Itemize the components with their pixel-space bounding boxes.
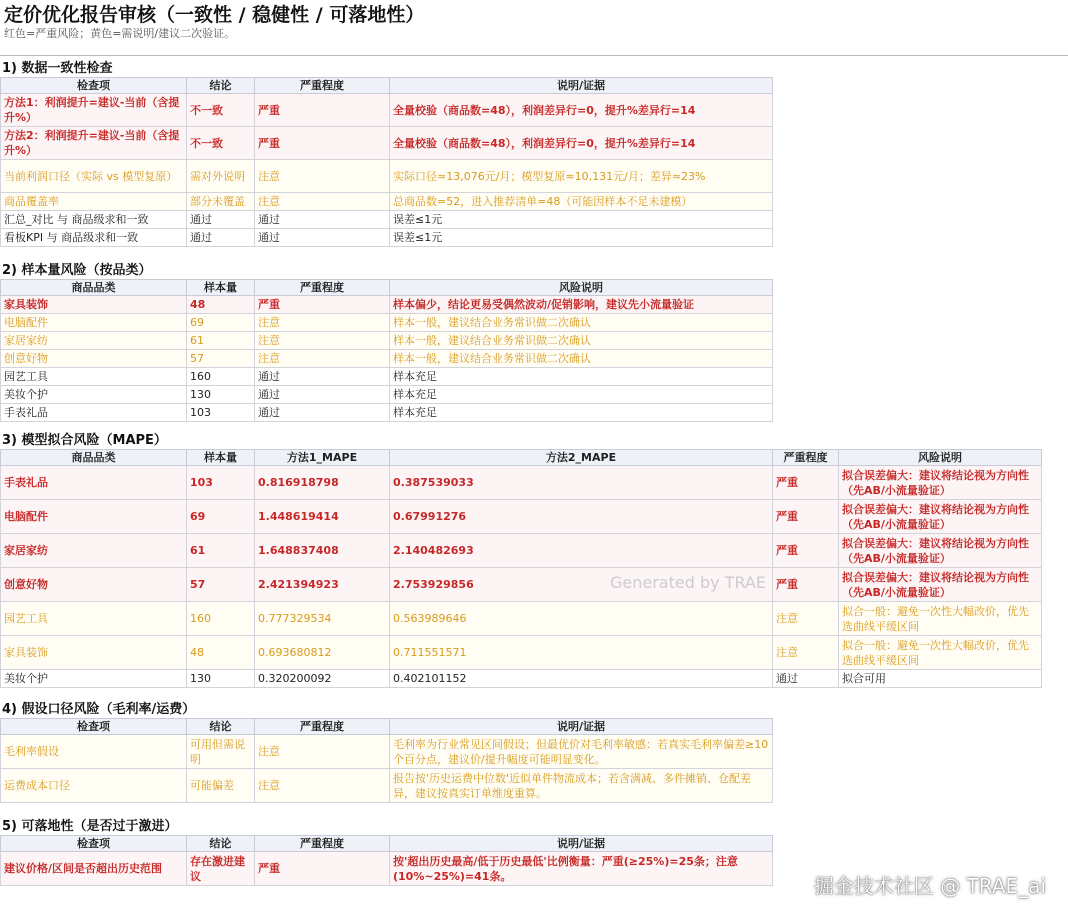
table-cell: 严重 (255, 296, 390, 314)
table-cell: 样本充足 (390, 404, 773, 422)
column-header: 检查项 (1, 78, 187, 94)
table-cell: 0.777329534 (255, 602, 390, 636)
table-cell: 样本充足 (390, 386, 773, 404)
table-cell: 拟合误差偏大：建议将结论视为方向性（先AB/小流量验证） (839, 466, 1042, 500)
section-heading: 1) 数据一致性检查 (2, 61, 113, 76)
table-row (1, 404, 773, 422)
section-feasibility (0, 818, 773, 886)
table-cell: 2.753929856 (390, 568, 773, 602)
table-cell: 部分未覆盖 (187, 193, 255, 211)
table-cell: 注意 (255, 193, 390, 211)
table-cell: 不一致 (187, 127, 255, 160)
table-cell: 48 (187, 296, 255, 314)
table-cell: 全量校验（商品数=48），利润差异行=0，提升%差异行=14 (390, 94, 773, 127)
column-header: 严重程度 (255, 836, 390, 852)
table-cell: 可能偏差 (187, 769, 255, 803)
column-header: 商品品类 (1, 280, 187, 296)
table-row (1, 852, 773, 886)
table-cell: 样本偏少，结论更易受偶然波动/促销影响，建议先小流量验证 (390, 296, 773, 314)
table-cell: 手表礼品 (1, 466, 187, 500)
table-cell: 严重 (773, 568, 839, 602)
table-cell: 拟合误差偏大：建议将结论视为方向性（先AB/小流量验证） (839, 534, 1042, 568)
table-cell: 全量校验（商品数=48），利润差异行=0，提升%差异行=14 (390, 127, 773, 160)
table-cell: 拟合一般：避免一次性大幅改价，优先选曲线平缓区间 (839, 636, 1042, 670)
feasibility-table (0, 835, 773, 886)
column-header: 严重程度 (255, 280, 390, 296)
table-row (1, 386, 773, 404)
table-cell: 运费成本口径 (1, 769, 187, 803)
table-cell: 2.421394923 (255, 568, 390, 602)
table-cell: 毛利率为行业常见区间假设；但最优价对毛利率敏感：若真实毛利率偏差≥10个百分点，建议价/提升幅度可能明显变化。 (390, 735, 773, 769)
table-cell: 注意 (255, 332, 390, 350)
table-cell: 建议价格/区间是否超出历史范围 (1, 852, 187, 886)
table-cell: 130 (187, 670, 255, 688)
table-cell: 通过 (187, 229, 255, 247)
color-legend: 红色=严重风险；黄色=需说明/建议二次验证。 (4, 27, 236, 40)
consistency-table (0, 77, 773, 247)
column-header: 风险说明 (390, 280, 773, 296)
table-cell: 2.140482693 (390, 534, 773, 568)
table-cell: 样本一般，建议结合业务常识做二次确认 (390, 332, 773, 350)
table-cell: 手表礼品 (1, 404, 187, 422)
table-row (1, 160, 773, 193)
sample-size-table (0, 279, 773, 422)
column-header: 结论 (187, 836, 255, 852)
table-cell: 家具装饰 (1, 636, 187, 670)
table-cell: 通过 (255, 211, 390, 229)
table-cell: 严重 (773, 500, 839, 534)
table-cell: 毛利率假设 (1, 735, 187, 769)
table-cell: 通过 (255, 404, 390, 422)
table-cell: 方法2：利润提升=建议-当前（含提升%） (1, 127, 187, 160)
table-cell: 拟合一般：避免一次性大幅改价，优先选曲线平缓区间 (839, 602, 1042, 636)
table-cell: 69 (187, 314, 255, 332)
table-cell: 误差≤1元 (390, 229, 773, 247)
table-cell: 注意 (255, 769, 390, 803)
table-cell: 美妆个护 (1, 670, 187, 688)
table-row (1, 636, 1042, 670)
table-cell: 电脑配件 (1, 500, 187, 534)
table-cell: 电脑配件 (1, 314, 187, 332)
table-cell: 48 (187, 636, 255, 670)
table-cell: 160 (187, 602, 255, 636)
table-row (1, 466, 1042, 500)
table-cell: 通过 (773, 670, 839, 688)
table-row (1, 735, 773, 769)
table-row (1, 211, 773, 229)
table-cell: 严重 (255, 127, 390, 160)
table-cell: 拟合误差偏大：建议将结论视为方向性（先AB/小流量验证） (839, 500, 1042, 534)
column-header: 严重程度 (255, 719, 390, 735)
table-cell: 69 (187, 500, 255, 534)
page-title: 定价优化报告审核（一致性 / 稳健性 / 可落地性） (4, 4, 425, 26)
section-model-fit-risk (0, 432, 1042, 688)
table-cell: 0.693680812 (255, 636, 390, 670)
table-header-row (1, 836, 773, 852)
table-row (1, 229, 773, 247)
column-header: 样本量 (187, 450, 255, 466)
table-cell: 商品覆盖率 (1, 193, 187, 211)
table-header-row (1, 78, 773, 94)
table-cell: 0.816918798 (255, 466, 390, 500)
table-row (1, 568, 1042, 602)
table-header-row (1, 450, 1042, 466)
column-header: 结论 (187, 719, 255, 735)
table-cell: 样本一般，建议结合业务常识做二次确认 (390, 314, 773, 332)
table-cell: 严重 (255, 852, 390, 886)
section-sample-size-risk (0, 262, 773, 422)
table-cell: 0.402101152 (390, 670, 773, 688)
table-cell: 样本充足 (390, 368, 773, 386)
table-cell: 拟合误差偏大：建议将结论视为方向性（先AB/小流量验证） (839, 568, 1042, 602)
table-row (1, 314, 773, 332)
table-cell: 61 (187, 534, 255, 568)
table-cell: 0.711551571 (390, 636, 773, 670)
section-heading: 3) 模型拟合风险（MAPE） (2, 433, 167, 448)
table-cell: 不一致 (187, 94, 255, 127)
table-cell: 严重 (255, 94, 390, 127)
section-data-consistency (0, 60, 773, 247)
assumption-table (0, 718, 773, 803)
table-row (1, 670, 1042, 688)
table-cell: 1.448619414 (255, 500, 390, 534)
table-row (1, 368, 773, 386)
table-cell: 误差≤1元 (390, 211, 773, 229)
table-cell: 0.387539033 (390, 466, 773, 500)
table-cell: 汇总_对比 与 商品级求和一致 (1, 211, 187, 229)
table-cell: 57 (187, 350, 255, 368)
table-header-row (1, 280, 773, 296)
table-cell: 存在激进建议 (187, 852, 255, 886)
table-cell: 注意 (255, 735, 390, 769)
table-row (1, 296, 773, 314)
table-cell: 注意 (773, 636, 839, 670)
table-cell: 0.320200092 (255, 670, 390, 688)
table-cell: 创意好物 (1, 350, 187, 368)
table-cell: 需对外说明 (187, 160, 255, 193)
column-header: 说明/证据 (390, 719, 773, 735)
table-cell: 看板KPI 与 商品级求和一致 (1, 229, 187, 247)
table-cell: 通过 (255, 229, 390, 247)
table-cell: 通过 (255, 368, 390, 386)
table-cell: 园艺工具 (1, 368, 187, 386)
table-cell: 可用但需说明 (187, 735, 255, 769)
table-row (1, 769, 773, 803)
table-row (1, 350, 773, 368)
column-header: 检查项 (1, 719, 187, 735)
column-header: 样本量 (187, 280, 255, 296)
table-cell: 注意 (255, 350, 390, 368)
table-cell: 61 (187, 332, 255, 350)
column-header: 方法1_MAPE (255, 450, 390, 466)
table-cell: 103 (187, 404, 255, 422)
table-cell: 按'超出历史最高/低于历史最低'比例衡量：严重(≥25%)=25条；注意(10%~25%)=41条。 (390, 852, 773, 886)
table-cell: 实际口径≈13,076元/月；模型复原≈10,131元/月；差异≈23% (390, 160, 773, 193)
column-header: 说明/证据 (390, 78, 773, 94)
table-cell: 注意 (255, 314, 390, 332)
table-row (1, 193, 773, 211)
header-divider (0, 55, 1068, 56)
column-header: 说明/证据 (390, 836, 773, 852)
table-cell: 报告按'历史运费中位数'近似单件物流成本；若含满减、多件摊销、仓配差异，建议按真实订单维度重算。 (390, 769, 773, 803)
table-cell: 103 (187, 466, 255, 500)
generated-by-watermark: Generated by TRAE (610, 573, 766, 592)
table-cell: 拟合可用 (839, 670, 1042, 688)
table-cell: 样本一般，建议结合业务常识做二次确认 (390, 350, 773, 368)
table-cell: 0.67991276 (390, 500, 773, 534)
table-cell: 总商品数=52，进入推荐清单=48（可能因样本不足未建模） (390, 193, 773, 211)
table-cell: 方法1：利润提升=建议-当前（含提升%） (1, 94, 187, 127)
table-cell: 160 (187, 368, 255, 386)
table-row (1, 332, 773, 350)
column-header: 商品品类 (1, 450, 187, 466)
mape-table (0, 449, 1042, 688)
table-row (1, 602, 1042, 636)
section-heading: 4) 假设口径风险（毛利率/运费） (2, 702, 196, 717)
column-header: 严重程度 (255, 78, 390, 94)
table-cell: 当前利润口径（实际 vs 模型复原） (1, 160, 187, 193)
table-cell: 创意好物 (1, 568, 187, 602)
table-cell: 0.563989646 (390, 602, 773, 636)
table-cell: 严重 (773, 466, 839, 500)
table-cell: 园艺工具 (1, 602, 187, 636)
table-cell: 130 (187, 386, 255, 404)
column-header: 严重程度 (773, 450, 839, 466)
table-cell: 家居家纺 (1, 332, 187, 350)
table-cell: 注意 (773, 602, 839, 636)
table-row (1, 94, 773, 127)
table-cell: 通过 (255, 386, 390, 404)
table-cell: 家具装饰 (1, 296, 187, 314)
column-header: 风险说明 (839, 450, 1042, 466)
table-cell: 家居家纺 (1, 534, 187, 568)
section-assumption-risk (0, 701, 773, 803)
table-row (1, 500, 1042, 534)
column-header: 结论 (187, 78, 255, 94)
table-cell: 通过 (187, 211, 255, 229)
report-header (4, 4, 1068, 41)
corner-watermark: 掘金技术社区 @ TRAE_ai (813, 874, 1046, 898)
section-heading: 5) 可落地性（是否过于激进） (2, 819, 178, 834)
table-row (1, 534, 1042, 568)
table-header-row (1, 719, 773, 735)
table-cell: 严重 (773, 534, 839, 568)
table-cell: 美妆个护 (1, 386, 187, 404)
table-cell: 57 (187, 568, 255, 602)
column-header: 检查项 (1, 836, 187, 852)
table-cell: 注意 (255, 160, 390, 193)
table-cell: 1.648837408 (255, 534, 390, 568)
column-header: 方法2_MAPE (390, 450, 773, 466)
table-row (1, 127, 773, 160)
section-heading: 2) 样本量风险（按品类） (2, 263, 152, 278)
